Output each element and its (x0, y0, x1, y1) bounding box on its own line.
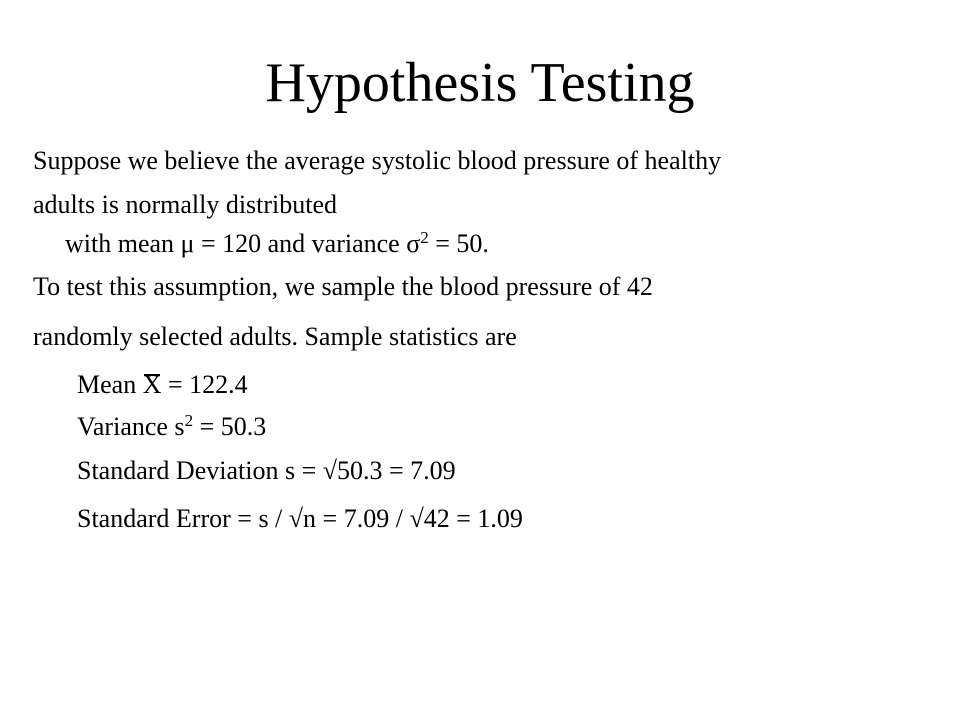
variance-exponent: 2 (184, 411, 194, 430)
text-line-belief: Suppose we believe the average systolic blood pressure of healthy (33, 146, 722, 175)
variance-label: Variance s (77, 412, 185, 441)
mean-value: = 122.4 (161, 370, 248, 399)
text-line-distribution: adults is normally distributed (33, 190, 338, 219)
stat-mean (77, 369, 248, 401)
text-line-test: To test this assumption, we sample the blood pressure of 42 (33, 272, 653, 301)
mean-label: Mean (77, 370, 143, 399)
text-line-sample: randomly selected adults. Sample statistics are (33, 322, 517, 351)
x-bar-symbol (143, 369, 162, 401)
stat-standard-deviation: Standard Deviation s = √50.3 = 7.09 (77, 456, 456, 485)
sigma-exponent: 2 (420, 228, 429, 247)
slide-title: Hypothesis Testing (265, 52, 695, 114)
x-bar-overline (144, 374, 161, 376)
parameters-prefix: with mean μ = 120 and variance σ (65, 229, 421, 258)
x-bar-letter: X (142, 370, 162, 399)
stat-standard-error: Standard Error = s / √n = 7.09 / √42 = 1.09 (77, 504, 523, 533)
variance-value: = 50.3 (193, 412, 267, 441)
parameters-suffix: = 50. (428, 229, 489, 258)
stat-variance (77, 411, 266, 443)
text-line-parameters (65, 228, 489, 260)
